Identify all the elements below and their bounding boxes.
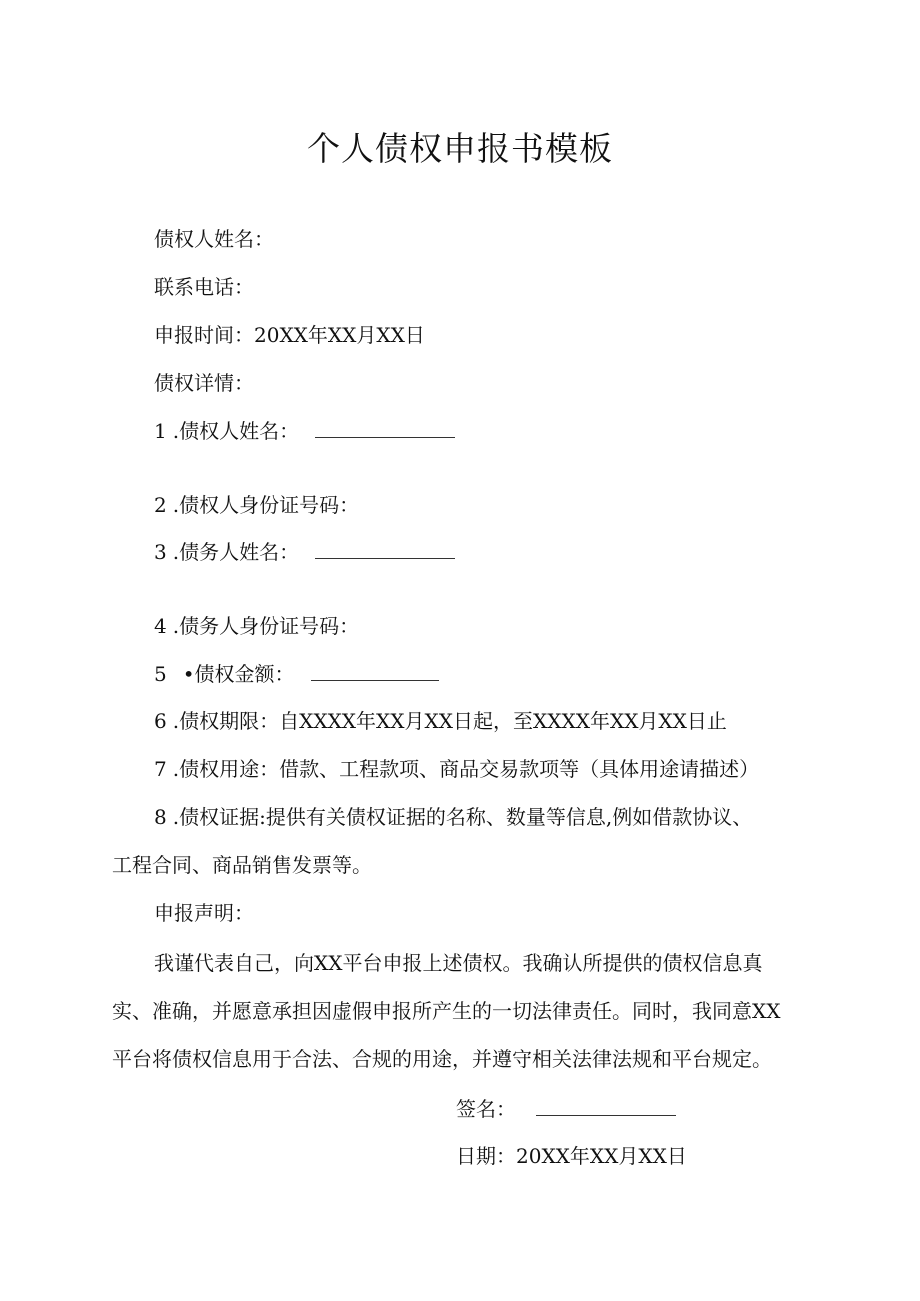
item-number: 7	[154, 757, 167, 781]
signature-label: 签名：	[456, 1097, 516, 1121]
item-label: 债权期限：自XXXX年XX月XX日起，至XXXX年XX月XX日止	[179, 709, 727, 733]
signature-line	[456, 1094, 676, 1124]
item-label: 债权金额：	[194, 662, 295, 686]
item-1	[154, 416, 455, 446]
item-8-continuation: 工程合同、商品销售发票等。	[112, 853, 372, 877]
item-label: 债权人身份证号码：	[179, 493, 360, 517]
creditor-name-field: 债权人姓名：	[154, 227, 274, 251]
item-number: 1	[154, 419, 167, 443]
item-separator: .	[172, 419, 180, 443]
debtor-name-blank[interactable]	[315, 540, 455, 559]
item-separator: .	[172, 614, 180, 638]
item-label: 债权证据:提供有关债权证据的名称、数量等信息,例如借款协议、	[179, 805, 753, 829]
item-label: 债务人身份证号码：	[179, 614, 360, 638]
item-number: 3	[154, 540, 167, 564]
item-5	[154, 659, 439, 689]
item-7	[154, 754, 759, 784]
item-number: 2	[154, 493, 167, 517]
item-separator: .	[172, 540, 180, 564]
item-separator: .	[172, 757, 180, 781]
item-label: 债务人姓名：	[179, 540, 300, 564]
declaration-heading: 申报声明：	[154, 901, 254, 925]
phone-field: 联系电话：	[154, 275, 254, 299]
item-4	[154, 611, 359, 641]
report-time-field: 申报时间：20XX年XX月XX日	[154, 323, 425, 347]
item-2	[154, 490, 359, 520]
item-separator: .	[172, 709, 180, 733]
amount-blank[interactable]	[311, 662, 439, 681]
item-number: 5	[154, 662, 167, 686]
declaration-line-1: 我谨代表自己，向XX平台申报上述债权。我确认所提供的债权信息真	[154, 951, 763, 975]
item-number: 4	[154, 614, 167, 638]
declaration-line-2: 实、准确，并愿意承担因虚假申报所产生的一切法律责任。同时，我同意XX	[112, 999, 781, 1023]
item-number: 8	[154, 805, 167, 829]
details-heading: 债权详情：	[154, 371, 254, 395]
item-separator: .	[172, 805, 180, 829]
item-separator: •	[182, 662, 195, 686]
item-6	[154, 706, 727, 736]
item-3	[154, 537, 455, 567]
document-title: 个人债权申报书模板	[307, 129, 613, 168]
creditor-name-blank[interactable]	[315, 419, 455, 438]
declaration-line-3: 平台将债权信息用于合法、合规的用途，并遵守相关法律法规和平台规定。	[112, 1047, 772, 1071]
item-number: 6	[154, 709, 167, 733]
item-label: 债权用途：借款、工程款项、商品交易款项等（具体用途请描述）	[179, 757, 760, 781]
item-separator: .	[172, 493, 180, 517]
item-label: 债权人姓名：	[179, 419, 300, 443]
signature-blank[interactable]	[536, 1097, 676, 1116]
item-8	[154, 802, 752, 832]
date-line: 日期：20XX年XX月XX日	[456, 1144, 687, 1168]
